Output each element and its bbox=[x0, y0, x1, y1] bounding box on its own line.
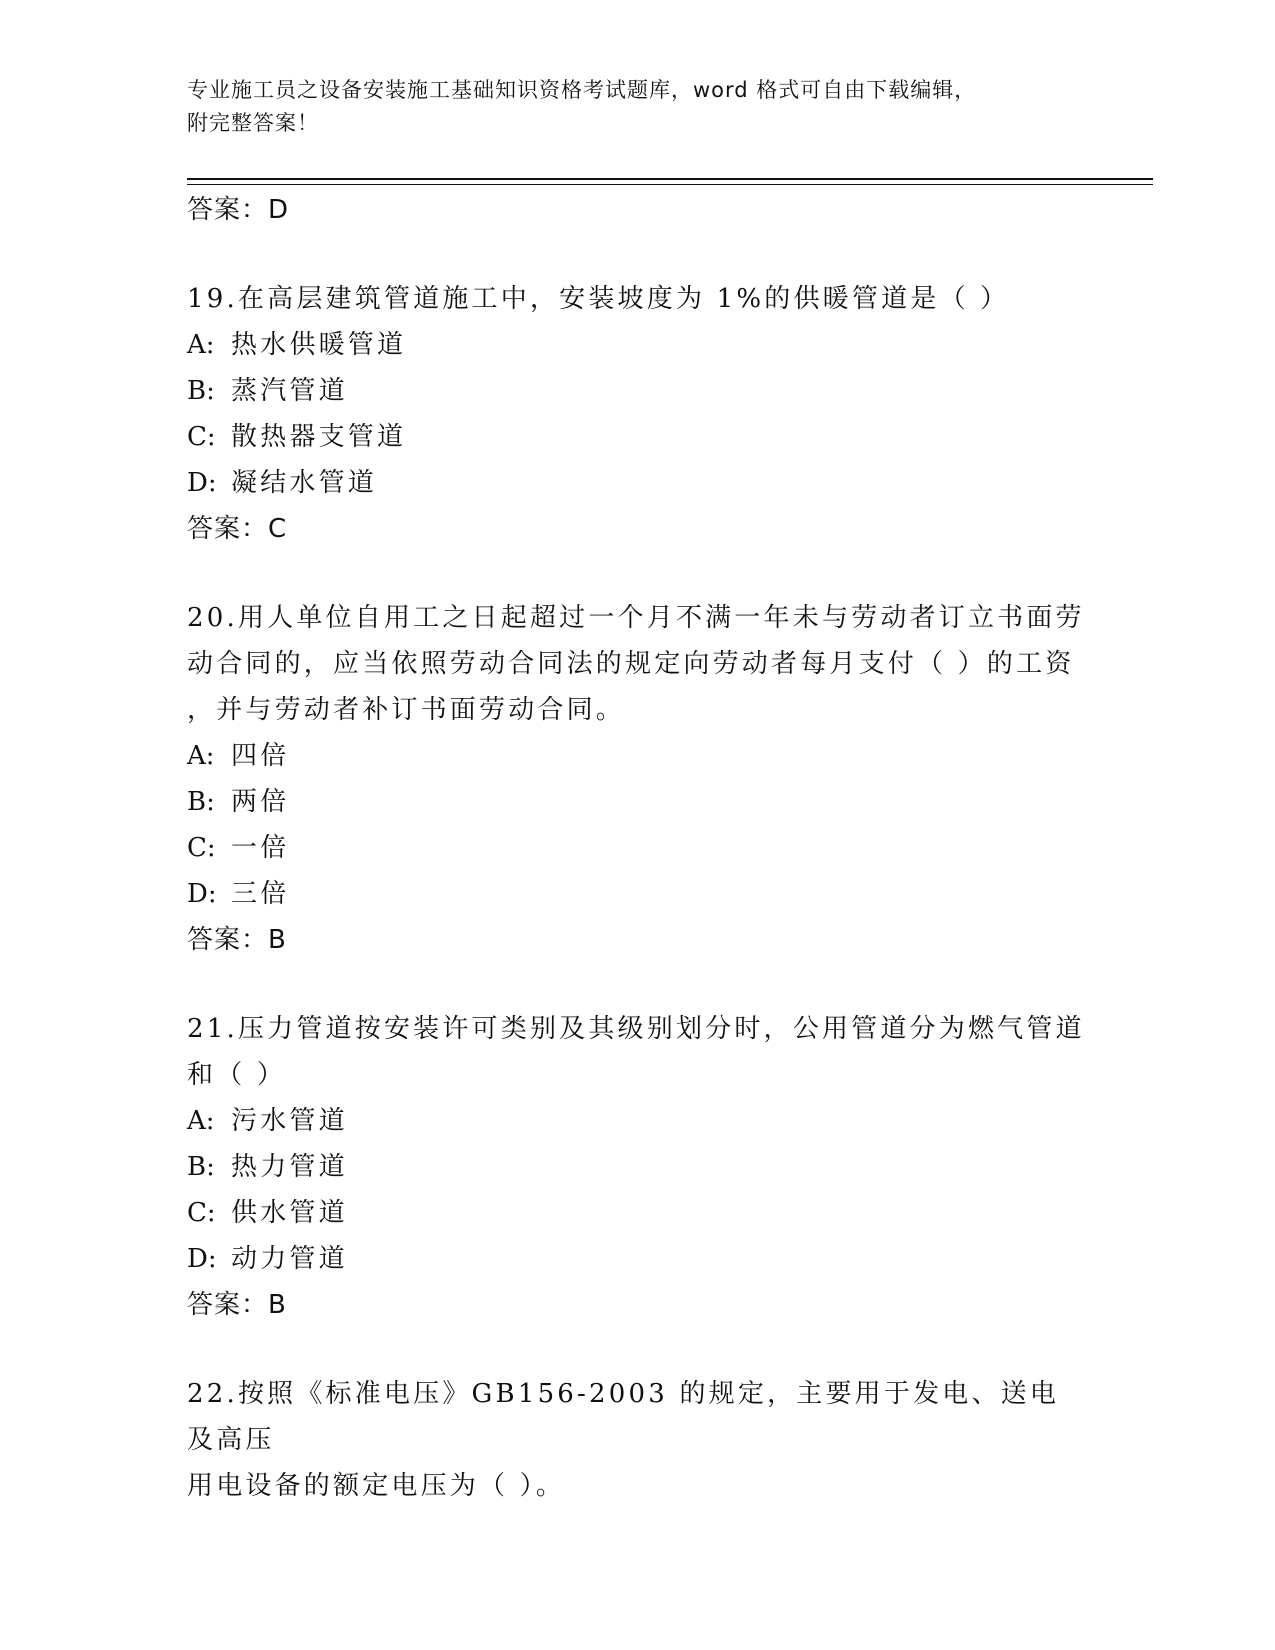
page-header bbox=[187, 74, 1067, 140]
option-a: A: 污水管道 bbox=[187, 1106, 348, 1136]
option-a: A: 热水供暖管道 bbox=[187, 330, 407, 360]
question-number: 19. bbox=[187, 284, 238, 314]
option-d: D: 凝结水管道 bbox=[187, 468, 378, 498]
answer-line: 答案：B bbox=[187, 1290, 287, 1320]
option-c: C: 一倍 bbox=[187, 833, 290, 863]
option-b: B: 蒸汽管道 bbox=[187, 376, 348, 406]
header-rule-thick bbox=[187, 178, 1153, 180]
question-stem-line: 动合同的，应当依照劳动合同法的规定向劳动者每月支付（ ）的工资 bbox=[187, 649, 1075, 679]
option-a: A: 四倍 bbox=[187, 741, 290, 771]
option-b: B: 热力管道 bbox=[187, 1152, 348, 1182]
answer-value: B bbox=[268, 925, 287, 955]
question-stem-line: 20.用人单位自用工之日起超过一个月不满一年未与劳动者订立书面劳 bbox=[187, 603, 1085, 633]
question-20 bbox=[187, 595, 1087, 963]
answer-line: 答案：B bbox=[187, 925, 287, 955]
option-b: B: 两倍 bbox=[187, 787, 290, 817]
option-c: C: 散热器支管道 bbox=[187, 422, 407, 452]
question-stem-line: 用电设备的额定电压为（ ）。 bbox=[187, 1471, 566, 1501]
question-19 bbox=[187, 276, 1087, 552]
question-stem-line: ，并与劳动者补订书面劳动合同。 bbox=[187, 695, 626, 725]
answer-line: 答案：D bbox=[187, 195, 290, 225]
question-stem: 19.在高层建筑管道施工中，安装坡度为 1%的供暖管道是（ ） bbox=[187, 284, 1010, 314]
question-21 bbox=[187, 1006, 1087, 1328]
answer-value: D bbox=[268, 195, 290, 225]
question-stem-line: 22.按照《标准电压》GB156-2003 的规定，主要用于发电、送电及高压 bbox=[187, 1379, 1060, 1455]
header-line-2: 附完整答案！ bbox=[187, 111, 319, 135]
answer-line: 答案：C bbox=[187, 514, 288, 544]
question-22 bbox=[187, 1371, 1087, 1509]
option-c: C: 供水管道 bbox=[187, 1198, 348, 1228]
header-line-1: 专业施工员之设备安装施工基础知识资格考试题库，word 格式可自由下载编辑， bbox=[187, 78, 977, 102]
question-stem-line: 21.压力管道按安装许可类别及其级别划分时，公用管道分为燃气管道 bbox=[187, 1014, 1085, 1044]
header-rule-thin bbox=[187, 184, 1153, 185]
answer-value: C bbox=[268, 514, 288, 544]
option-d: D: 三倍 bbox=[187, 879, 290, 909]
option-d: D: 动力管道 bbox=[187, 1244, 348, 1274]
answer-value: B bbox=[268, 1290, 287, 1320]
question-content bbox=[187, 187, 1087, 1509]
question-stem-line: 和（ ） bbox=[187, 1060, 287, 1090]
